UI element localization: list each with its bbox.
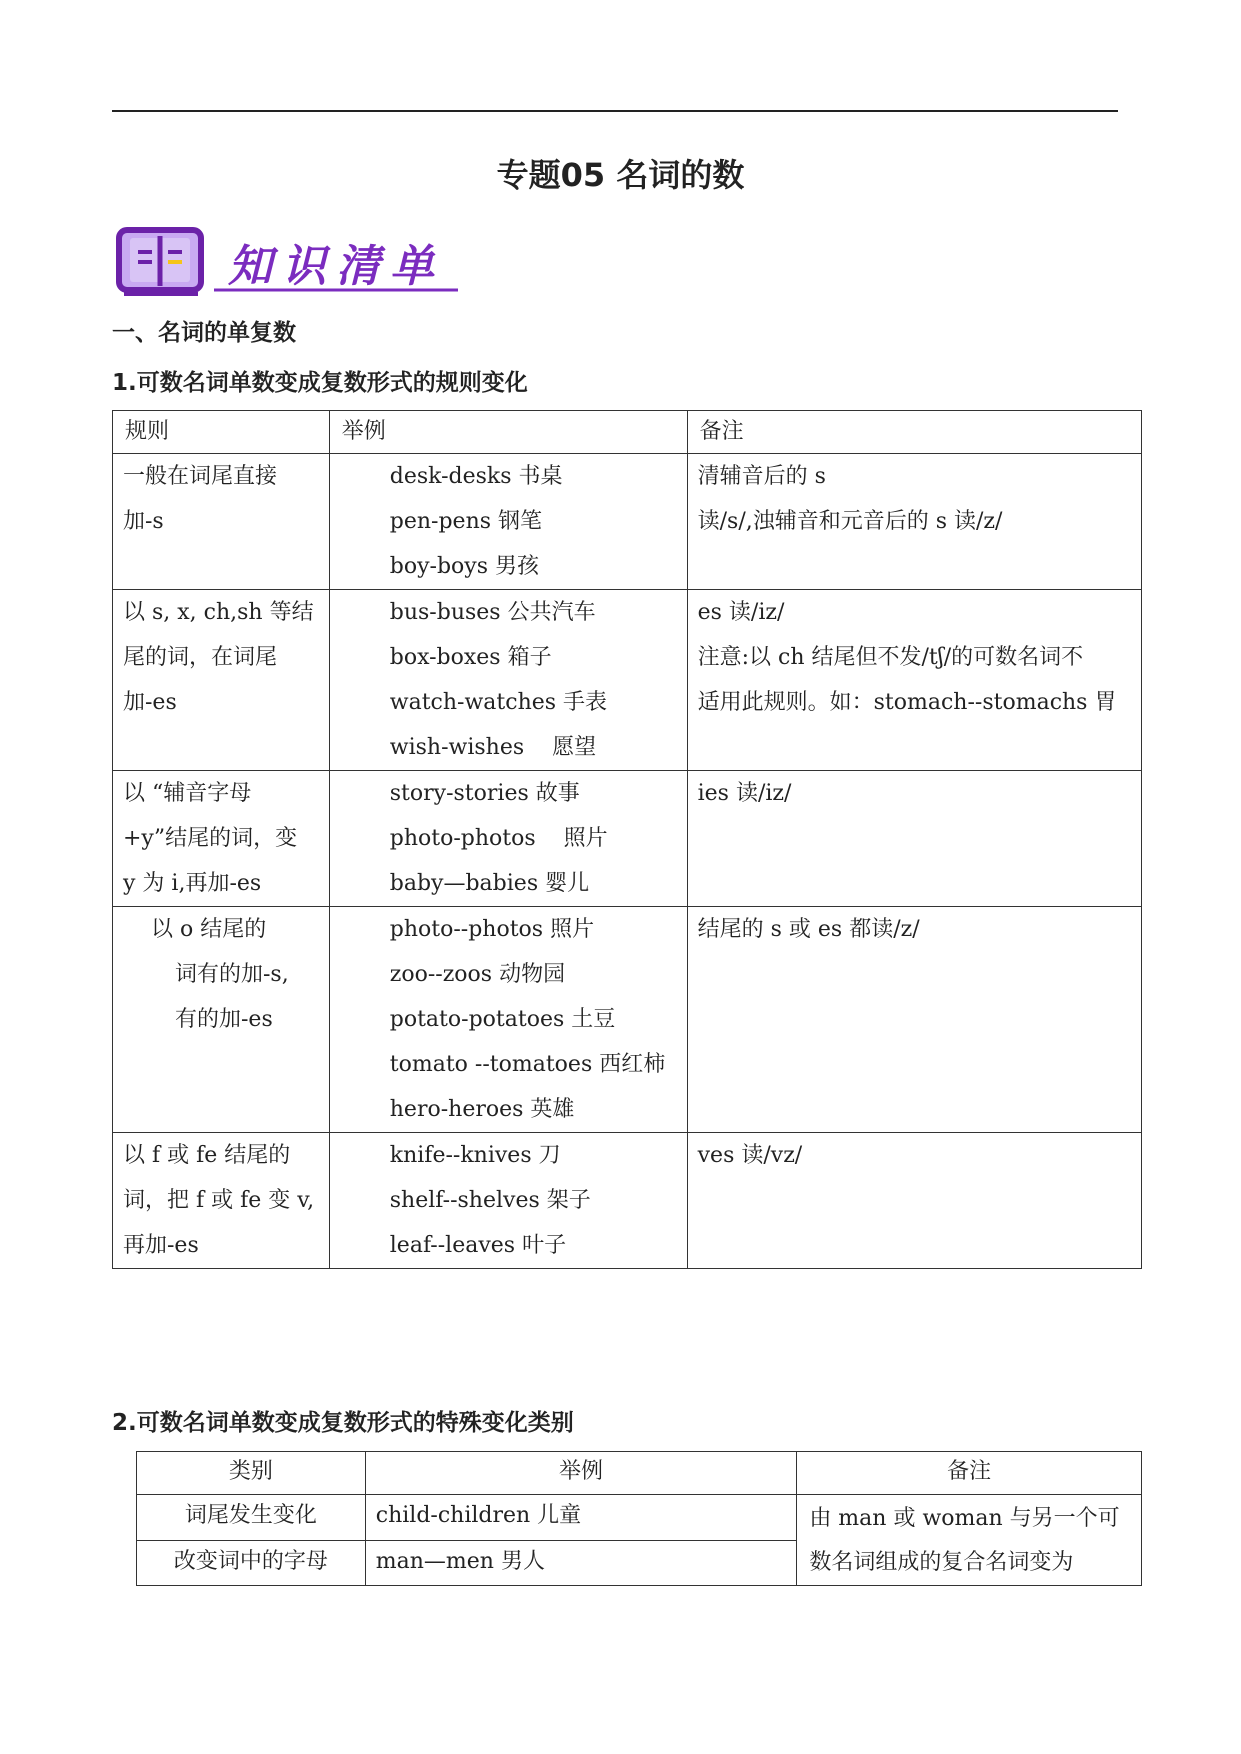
notes-cell xyxy=(687,1133,1141,1269)
regular-plural-table xyxy=(112,410,1142,1269)
example-text: pen-pens 钢笔 xyxy=(389,509,543,534)
example-text: watch-watches 手表 xyxy=(389,690,608,715)
column-header: 类别 xyxy=(137,1452,366,1495)
table-row xyxy=(113,771,1142,907)
rule-cell xyxy=(113,771,330,907)
example-text: photo--photos 照片 xyxy=(389,917,595,942)
example-text: photo-photos 照片 xyxy=(389,826,608,851)
note-text: 由 man 或 woman 与另一个可 xyxy=(809,1506,1120,1531)
rule-text: 以 o 结尾的 xyxy=(151,917,267,942)
rule-cell xyxy=(113,454,330,590)
note-text: ies 读/iz/ xyxy=(697,781,792,806)
rule-text: 一般在词尾直接 xyxy=(123,464,278,489)
column-header: 举例 xyxy=(329,411,687,454)
example-text: box-boxes 箱子 xyxy=(389,645,552,670)
column-header: 举例 xyxy=(365,1452,797,1495)
example-text: story-stories 故事 xyxy=(389,781,580,806)
rule-text: 有的加-es xyxy=(175,1007,273,1032)
table-row xyxy=(113,1133,1142,1269)
example-text: desk-desks 书桌 xyxy=(389,464,563,489)
note-text: 读/s/,浊辅音和元音后的 s 读/z/ xyxy=(697,509,1003,534)
notes-cell xyxy=(797,1495,1142,1586)
rule-text: 以 “辅音字母 xyxy=(123,781,252,806)
column-header: 规则 xyxy=(113,411,330,454)
example-text: zoo--zoos 动物园 xyxy=(389,962,566,987)
example-text: tomato --tomatoes 西红柿 xyxy=(389,1052,666,1077)
table-row xyxy=(113,454,1142,590)
section-heading: 一、名词的单复数 xyxy=(112,320,296,346)
example-cell: man—men 男人 xyxy=(365,1540,797,1586)
rule-text: y 为 i,再加-es xyxy=(123,871,262,896)
examples-cell xyxy=(329,454,687,590)
header-rule xyxy=(112,110,1118,112)
example-text: hero-heroes 英雄 xyxy=(389,1097,575,1122)
example-text: baby—babies 婴儿 xyxy=(389,871,590,896)
rule-cell xyxy=(113,590,330,771)
table-header-row xyxy=(137,1452,1142,1495)
rule-text: 再加-es xyxy=(123,1233,199,1258)
note-text: es 读/iz/ xyxy=(697,600,785,625)
table-row xyxy=(113,907,1142,1133)
note-text: ves 读/vz/ xyxy=(697,1143,803,1168)
examples-cell xyxy=(329,1133,687,1269)
example-text: bus-buses 公共汽车 xyxy=(389,600,596,625)
subsection-heading-special: 2.可数名词单数变成复数形式的特殊变化类别 xyxy=(112,1410,574,1436)
page-title: 专题05 名词的数 xyxy=(496,156,745,194)
rule-text: +y”结尾的词，变 xyxy=(123,826,298,851)
note-text: 结尾的 s 或 es 都读/z/ xyxy=(697,917,920,942)
knowledge-list-banner xyxy=(116,224,466,300)
examples-cell xyxy=(329,907,687,1133)
banner-text: 知识清单 xyxy=(228,241,444,292)
rule-text: 词，把 f 或 fe 变 v, xyxy=(123,1188,315,1213)
rule-text: 尾的词，在词尾 xyxy=(123,645,278,670)
notes-cell xyxy=(687,454,1141,590)
rule-cell xyxy=(113,907,330,1133)
note-text: 注意:以 ch 结尾但不发/tʃ/的可数名词不 xyxy=(697,645,1084,670)
rule-text: 加-s xyxy=(123,509,164,534)
example-text: shelf--shelves 架子 xyxy=(389,1188,591,1213)
examples-cell xyxy=(329,771,687,907)
example-text: leaf--leaves 叶子 xyxy=(389,1233,567,1258)
rule-text: 加-es xyxy=(123,690,177,715)
note-text: 适用此规则。如：stomach--stomachs 胃 xyxy=(697,690,1117,715)
examples-cell xyxy=(329,590,687,771)
notes-cell xyxy=(687,771,1141,907)
category-cell: 改变词中的字母 xyxy=(137,1540,366,1586)
rule-text: 词有的加-s, xyxy=(175,962,289,987)
special-plural-table xyxy=(136,1451,1142,1586)
column-header: 备注 xyxy=(797,1452,1142,1495)
example-text: knife--knives 刀 xyxy=(389,1143,561,1168)
example-text: potato-potatoes 土豆 xyxy=(389,1007,616,1032)
notes-cell xyxy=(687,907,1141,1133)
table-row xyxy=(137,1495,1142,1541)
note-text: 数名词组成的复合名词变为 xyxy=(809,1550,1074,1575)
table-row xyxy=(113,590,1142,771)
rule-text: 以 s, x, ch,sh 等结 xyxy=(123,600,314,625)
column-header: 备注 xyxy=(687,411,1141,454)
note-text: 清辅音后的 s xyxy=(697,464,826,489)
example-cell: child-children 儿童 xyxy=(365,1495,797,1541)
rule-text: 以 f 或 fe 结尾的 xyxy=(123,1143,291,1168)
example-text: boy-boys 男孩 xyxy=(389,554,539,579)
category-cell: 词尾发生变化 xyxy=(137,1495,366,1541)
notes-cell xyxy=(687,590,1141,771)
rule-cell xyxy=(113,1133,330,1269)
table-header-row xyxy=(113,411,1142,454)
subsection-heading-regular: 1.可数名词单数变成复数形式的规则变化 xyxy=(112,370,528,396)
example-text: wish-wishes 愿望 xyxy=(389,735,597,760)
